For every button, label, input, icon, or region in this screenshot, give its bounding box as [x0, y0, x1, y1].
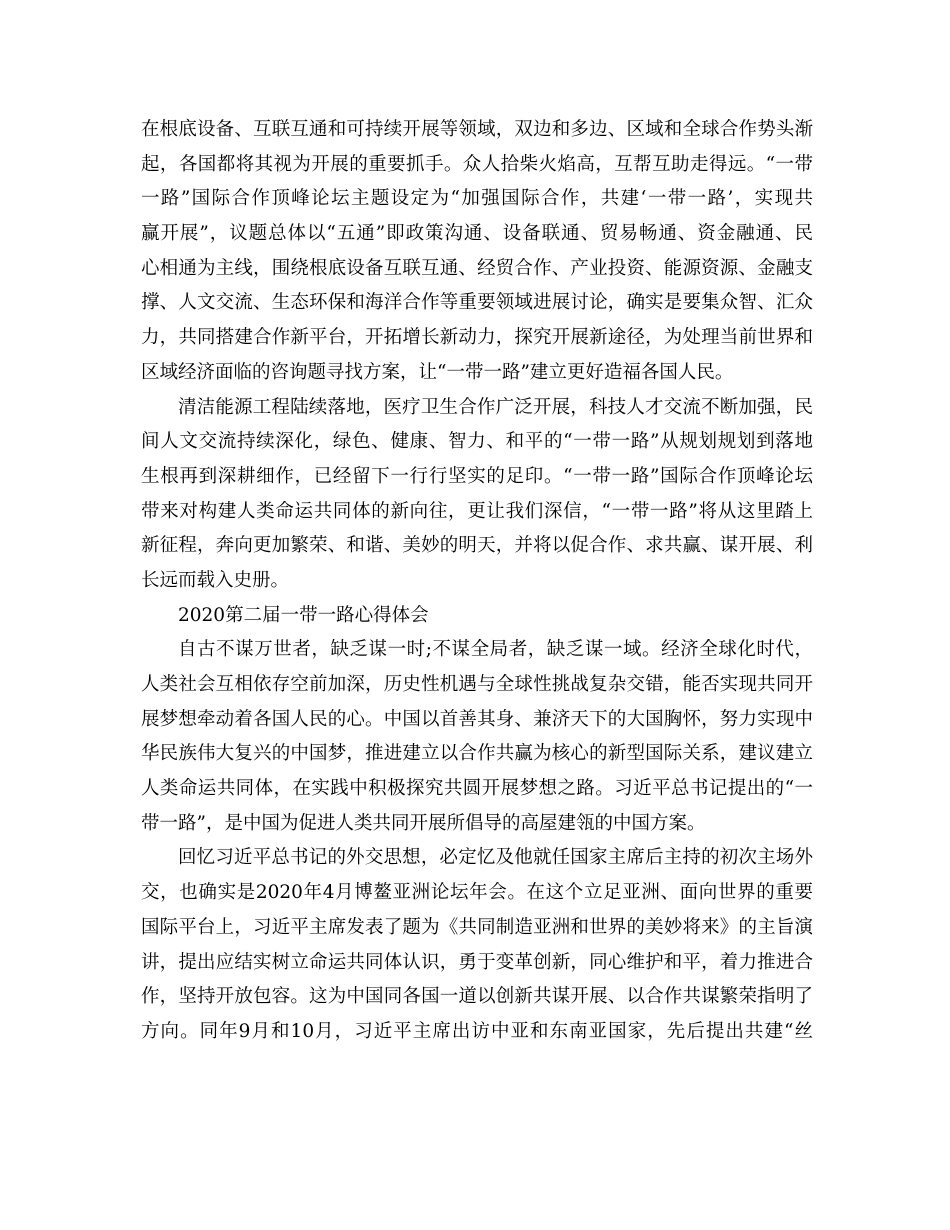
paragraph-line: 撑、人文交流、生态环保和海洋合作等重要领域进展讨论，确实是要集众智、汇众 [141, 292, 813, 314]
heading-title: 2020第二届一带一路心得体会 [178, 604, 429, 626]
paragraph-line: 展梦想牵动着各国人民的心。中国以首善其身、兼济天下的大国胸怀，努力实现中 [141, 708, 813, 730]
document-body [141, 113, 813, 1050]
paragraph-line: 区域经济面临的咨询题寻找方案，让“一带一路”建立更好造福各国人民。 [141, 361, 734, 383]
paragraph-line: 讲，提出应结实树立命运共同体认识，勇于变革创新，同心维护和平，着力推进合 [141, 951, 813, 973]
paragraph-line: 人类社会互相依存空前加深，历史性机遇与全球性挑战复杂交错，能否实现共同开 [141, 674, 813, 695]
paragraph-1 [141, 113, 813, 391]
paragraph-line: 自古不谋万世者，缺乏谋一时;不谋全局者，缺乏谋一域。经济全球化时代， [178, 639, 813, 661]
paragraph-line: 国际平台上，习近平主席发表了题为《共同制造亚洲和世界的美妙将来》的主旨演 [141, 916, 813, 938]
paragraph-3 [141, 633, 813, 841]
paragraph-line: 心相通为主线，围绕根底设备互联互通、经贸合作、产业投资、能源资源、金融支 [141, 257, 813, 279]
paragraph-line: 长远而载入史册。 [141, 569, 290, 591]
paragraph-line: 华民族伟大复兴的中国梦，推进建立以合作共赢为核心的新型国际关系，建议建立 [141, 743, 813, 765]
paragraph-line: 起，各国都将其视为开展的重要抓手。众人拾柴火焰高，互帮互助走得远。“一带 [141, 153, 813, 175]
paragraph-line: 交，也确实是2020年4月博鳌亚洲论坛年会。在这个立足亚洲、面向世界的重要 [141, 882, 813, 904]
paragraph-4 [141, 841, 813, 1049]
paragraph-line: 回忆习近平总书记的外交思想，必定忆及他就任国家主席后主持的初次主场外 [178, 847, 813, 869]
paragraph-2 [141, 391, 813, 599]
paragraph-line: 带来对构建人类命运共同体的新向往，更让我们深信，“一带一路”将从这里踏上 [141, 500, 813, 522]
paragraph-line: 赢开展”，议题总体以“五通”即政策沟通、设备联通、贸易畅通、资金融通、民 [141, 223, 813, 245]
paragraph-line: 在根底设备、互联互通和可持续开展等领域，双边和多边、区域和全球合作势头渐 [141, 119, 813, 140]
paragraph-line: 人类命运共同体，在实践中积极探究共圆开展梦想之路。习近平总书记提出的“一 [141, 778, 813, 800]
paragraph-line: 生根再到深耕细作，已经留下一行行坚实的足印。“一带一路”国际合作顶峰论坛 [141, 465, 813, 487]
paragraph-line: 一路”国际合作顶峰论坛主题设定为“加强国际合作，共建‘一带一路’，实现共 [141, 188, 813, 210]
paragraph-line: 间人文交流持续深化，绿色、健康、智力、和平的“一带一路”从规划规划到落地 [141, 431, 813, 453]
section-heading [141, 599, 813, 634]
paragraph-line: 作，坚持开放包容。这为中国同各国一道以创新共谋开展、以合作共谋繁荣指明了 [141, 986, 813, 1008]
paragraph-line: 方向。同年9月和10月，习近平主席出访中亚和东南亚国家，先后提出共建“丝 [141, 1020, 813, 1042]
paragraph-line: 带一路”，是中国为促进人类共同开展所倡导的高屋建瓴的中国方案。 [141, 812, 706, 834]
paragraph-line: 新征程，奔向更加繁荣、和谐、美妙的明天，并将以促合作、求共赢、谋开展、利 [141, 535, 813, 557]
paragraph-line: 清洁能源工程陆续落地，医疗卫生合作广泛开展，科技人才交流不断加强，民 [178, 396, 813, 418]
paragraph-line: 力，共同搭建合作新平台，开拓增长新动力，探究开展新途径，为处理当前世界和 [141, 327, 813, 349]
